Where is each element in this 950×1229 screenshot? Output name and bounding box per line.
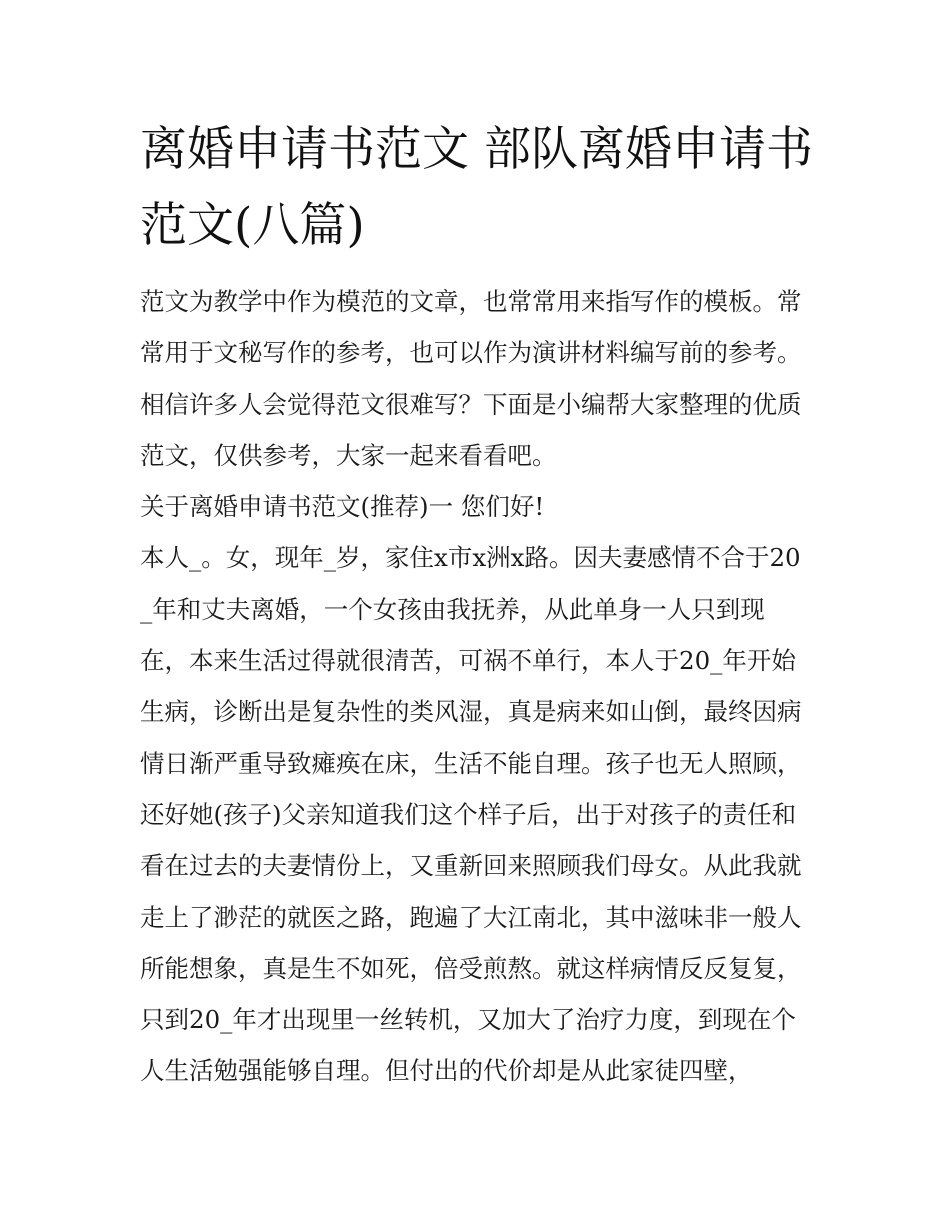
document-title: 离婚申请书范文 部队离婚申请书范文(八篇) (140, 122, 813, 253)
intro-paragraph: 范文为教学中作为模范的文章，也常常用来指写作的模板。常常用于文秘写作的参考，也可以作为演讲材料编写前的参考。相信许多人会觉得范文很难写？下面是小编帮大家整理的优质范文，仅供参考，大家一起来看看吧。 (140, 287, 802, 470)
body-paragraph: 本人_。女，现年_岁，家住x市x洲x路。因夫妻感情不合于20_年和丈夫离婚，一个女孩由我抚养，从此单身一人只到现在，本来生活过得就很清苦，可祸不单行，本人于20_年开始生病，诊断出是复杂性的类风湿，真是病来如山倒，最终因病情日渐严重导致瘫痪在床，生活不能自理。孩子也无人照顾，还好她(孩子)父亲知道我们这个样子后，出于对孩子的责任和看在过去的夫妻情份上，又重新回来照顾我们母女。从此我就走上了渺茫的就医之路，跑遍了大江南北，其中滋味非一般人所能想象，真是生不如死，倍受煎熬。就这样病情反反复复，只到20_年才出现里一丝转机，又加大了治疗力度，到现在个人生活勉强能够自理。但付出的代价却是从此家徒四壁， (140, 543, 802, 1086)
document-body (140, 276, 812, 1097)
section-heading-line: 关于离婚申请书范文(推荐)一 您们好! (140, 492, 545, 522)
